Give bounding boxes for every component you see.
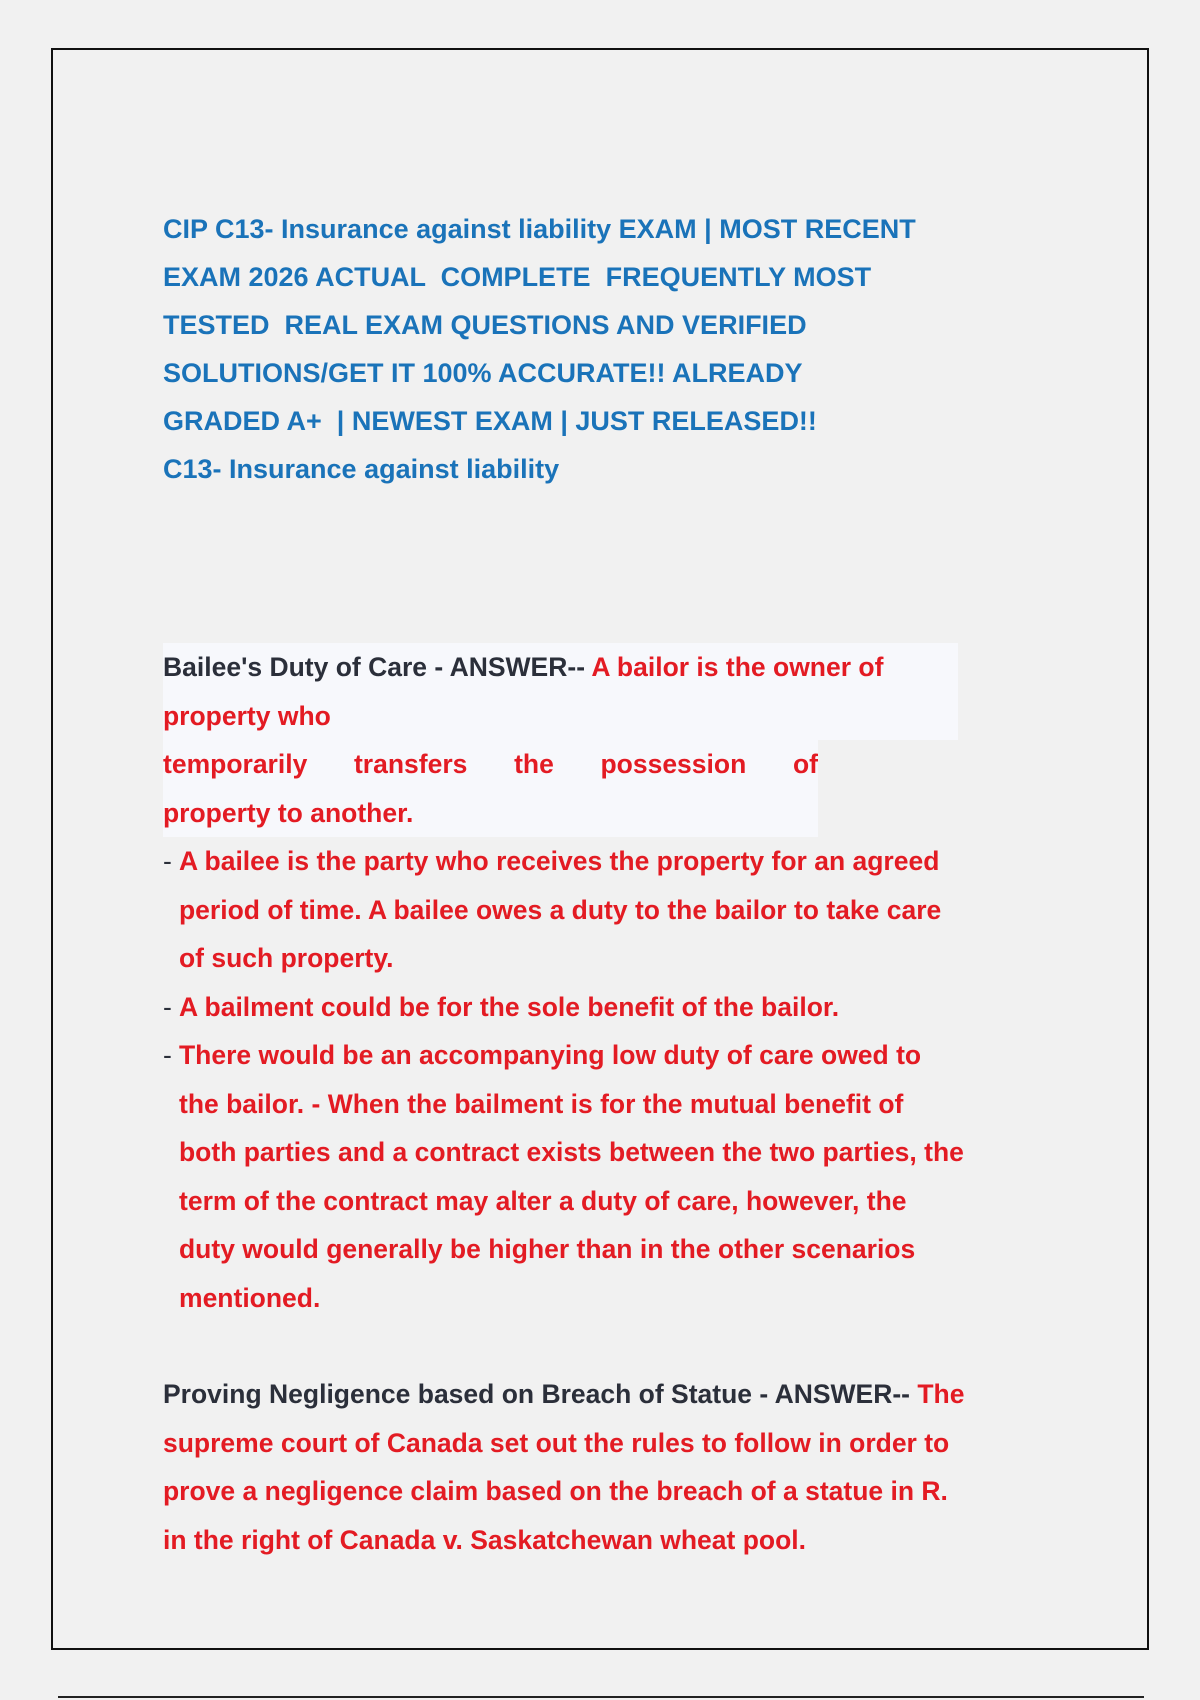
bullet-line: the bailor. - When the bailment is for the mutual benefit of — [179, 1088, 904, 1119]
bullet-line: period of time. A bailee owes a duty to the bailor to take care — [179, 894, 942, 925]
bullet-line: term of the contract may alter a duty of care, however, the — [179, 1185, 907, 1216]
answer-bullet — [163, 837, 1063, 983]
bullet-line: both parties and a contract exists between the two parties, the — [179, 1137, 964, 1167]
document-subtitle: C13- Insurance against liability — [163, 454, 560, 484]
title-line: TESTED REAL EXAM QUESTIONS AND VERIFIED — [163, 310, 807, 340]
next-page-edge — [58, 1696, 1144, 1698]
answer-justified-line — [163, 740, 818, 789]
answer-bullet — [163, 1031, 1063, 1322]
highlight-block — [163, 740, 818, 837]
bullet-line: mentioned. — [179, 1282, 321, 1313]
answer-text: prove a negligence claim based on the breach of a statue in R. — [163, 1476, 948, 1506]
bullet-line: of such property. — [179, 943, 394, 973]
qa-negligence-breach-of-statue — [163, 1370, 1063, 1564]
bullet-dash: - — [163, 1040, 172, 1070]
title-line: SOLUTIONS/GET IT 100% ACCURATE!! ALREADY — [163, 358, 803, 388]
bullet-line: A bailee is the party who receives the property for an agreed — [179, 846, 940, 876]
answer-word: transfers — [353, 749, 468, 779]
answer-text: supreme court of Canada set out the rules to follow in order to — [163, 1427, 950, 1458]
qa-bailee-duty-of-care — [163, 643, 1063, 1322]
bullet-line: There would be an accompanying low duty of care owed to — [179, 1040, 922, 1070]
answer-text: property to another. — [163, 797, 414, 828]
bullet-line: duty would generally be higher than in the other scenarios — [179, 1234, 916, 1264]
answer-word: the — [514, 749, 554, 779]
answer-text: The — [917, 1379, 965, 1409]
document-content — [163, 205, 1063, 1564]
highlight-block — [163, 643, 958, 740]
answer-word: temporarily — [163, 749, 308, 779]
answer-word: of — [792, 749, 818, 779]
bullet-line: A bailment could be for the sole benefit of the bailor. — [179, 991, 840, 1022]
answer-text: in the right of Canada v. Saskatchewan wheat pool. — [163, 1524, 806, 1555]
answer-bullet — [163, 983, 1063, 1032]
answer-word: possession — [600, 749, 747, 779]
document-title — [163, 205, 1063, 493]
answer-text: property who — [163, 700, 331, 731]
question-text: Bailee's Duty of Care - ANSWER-- — [163, 652, 592, 682]
bullet-dash: - — [163, 846, 172, 876]
title-line: EXAM 2026 ACTUAL COMPLETE FREQUENTLY MOST — [163, 262, 872, 292]
title-line: GRADED A+ | NEWEST EXAM | JUST RELEASED!! — [163, 406, 817, 436]
question-text: Proving Negligence based on Breach of Statue - ANSWER-- — [163, 1379, 918, 1409]
title-line: CIP C13- Insurance against liability EXAM | MOST RECENT — [163, 214, 916, 244]
bullet-dash: - — [163, 991, 172, 1022]
answer-text: A bailor is the owner of — [591, 652, 884, 682]
